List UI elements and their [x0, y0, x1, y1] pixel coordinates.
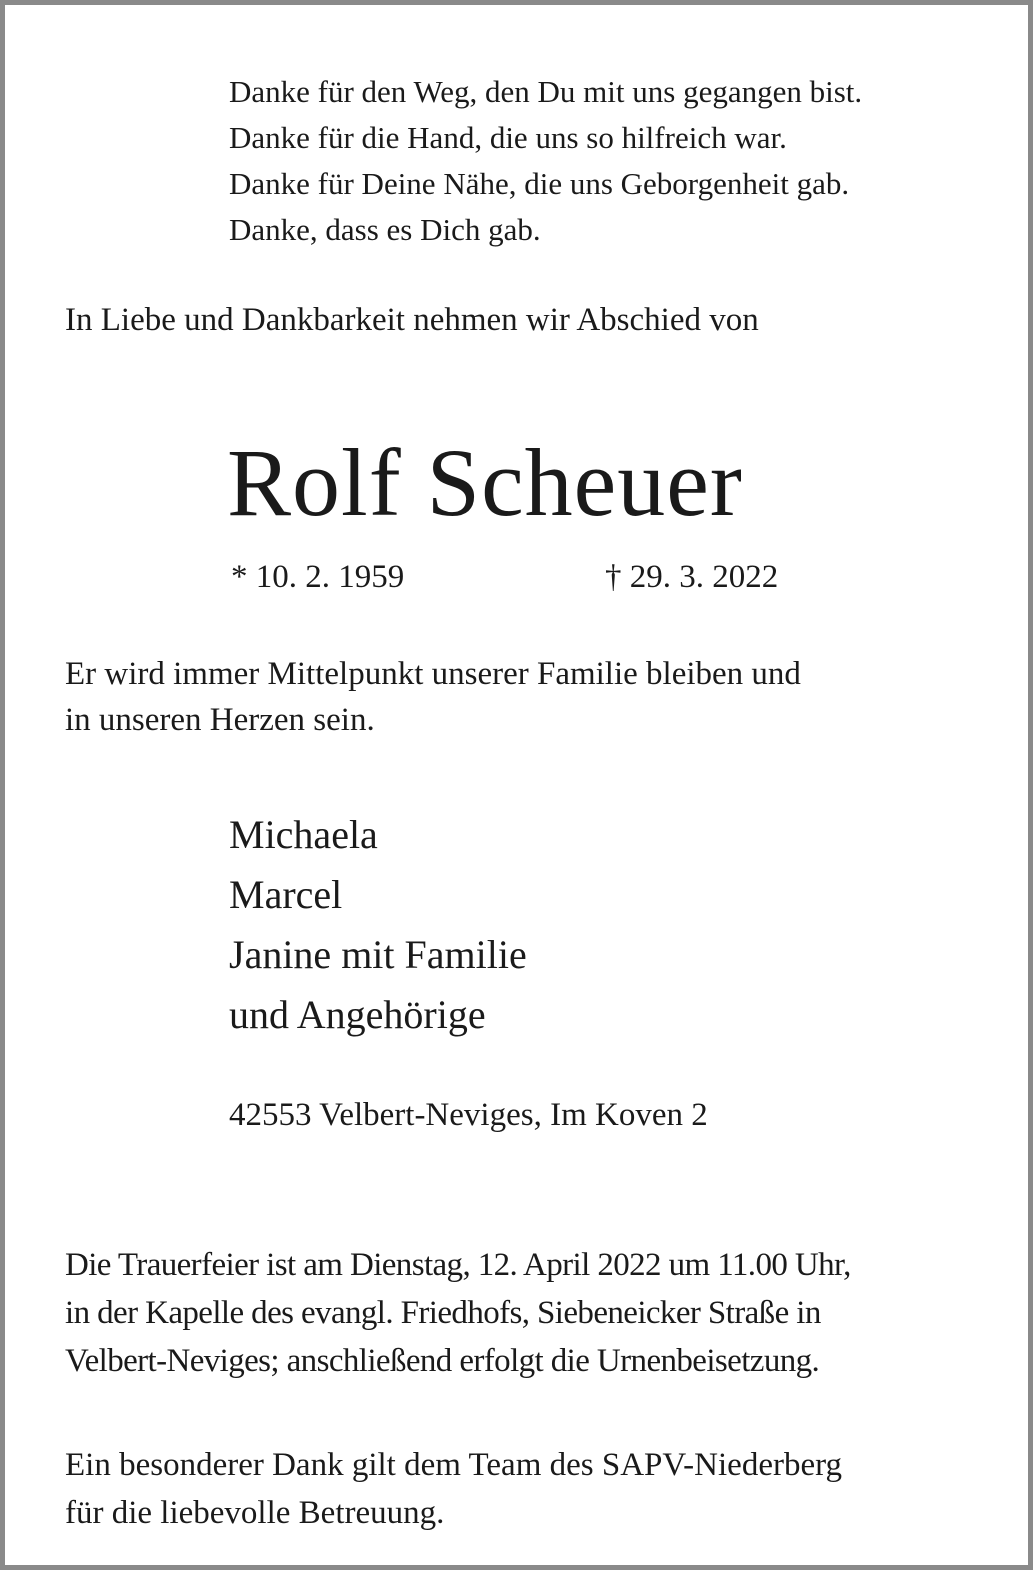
verse-line-4: Danke, dass es Dich gab. — [229, 212, 541, 247]
mourner-name: Janine mit Familie — [229, 932, 527, 977]
birth-date: * 10. 2. 1959 — [231, 559, 405, 595]
service-line-1: Die Trauerfeier ist am Dienstag, 12. April 2022 um 11.00 Uhr, — [65, 1247, 851, 1283]
verse-line-3: Danke für Deine Nähe, die uns Geborgenheit gab. — [229, 166, 850, 201]
thanks-line-2: für die liebevolle Betreuung. — [65, 1495, 445, 1531]
deceased-name: Rolf Scheuer — [227, 429, 743, 536]
mourner-name: Marcel — [229, 872, 343, 917]
verse-line-2: Danke für die Hand, die uns so hilfreich war. — [229, 120, 787, 155]
remembrance-text — [65, 651, 801, 743]
mourner-name: und Angehörige — [229, 992, 486, 1037]
family-address: 42553 Velbert-Neviges, Im Koven 2 — [229, 1097, 708, 1133]
service-line-3: Velbert-Neviges; anschließend erfolgt die Urnenbeisetzung. — [65, 1343, 820, 1379]
thanks-note — [65, 1441, 842, 1537]
death-date: † 29. 3. 2022 — [605, 559, 779, 595]
farewell-intro: In Liebe und Dankbarkeit nehmen wir Abschied von — [65, 302, 759, 338]
service-line-2: in der Kapelle des evangl. Friedhofs, Siebeneicker Straße in — [65, 1295, 821, 1331]
remembrance-line-1: Er wird immer Mittelpunkt unserer Familie bleiben und — [65, 656, 801, 692]
verse-block — [229, 69, 862, 253]
mourner-name: Michaela — [229, 812, 378, 857]
thanks-line-1: Ein besonderer Dank gilt dem Team des SAPV-Niederberg — [65, 1447, 842, 1483]
funeral-service-info — [65, 1241, 851, 1385]
remembrance-line-2: in unseren Herzen sein. — [65, 702, 375, 738]
verse-line-1: Danke für den Weg, den Du mit uns gegangen bist. — [229, 74, 863, 109]
mourners-list — [229, 805, 527, 1045]
